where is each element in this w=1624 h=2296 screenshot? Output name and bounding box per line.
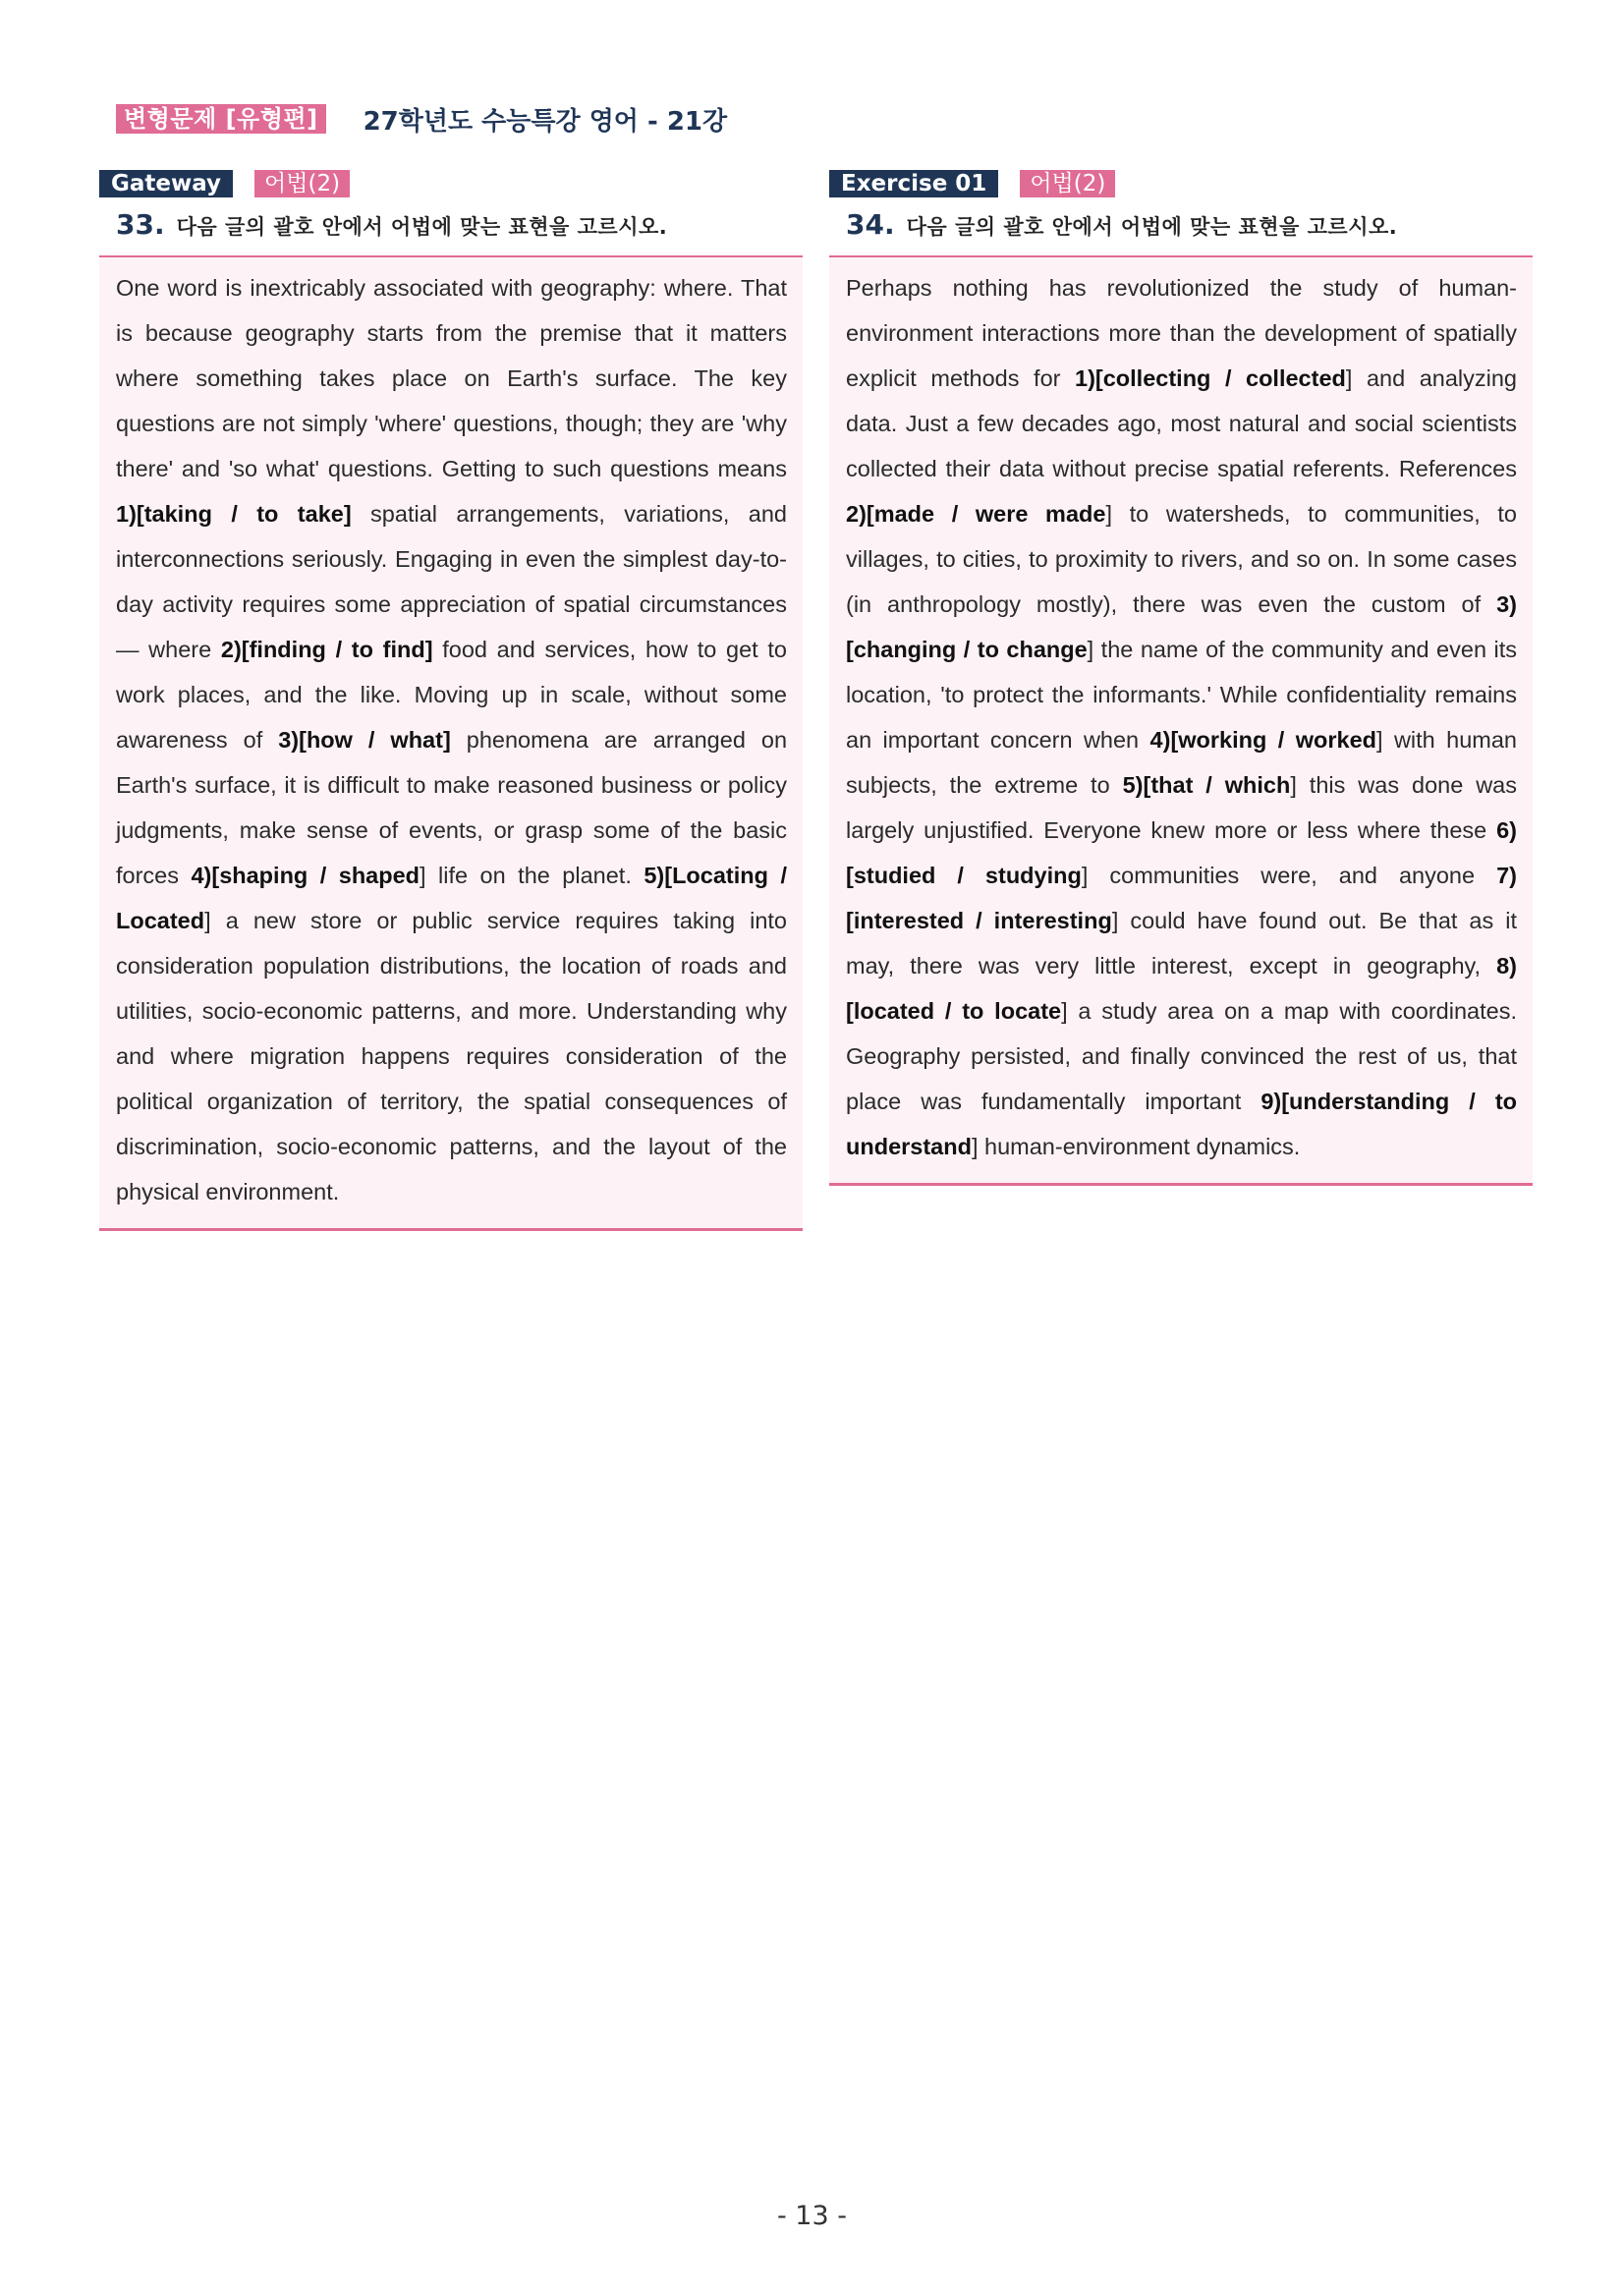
tag-row (829, 169, 1533, 198)
exercise-column (829, 169, 1533, 1186)
exercise-tag: Exercise 01 (829, 170, 998, 197)
passage-text: spatial arrangements, variations, and interconnections seriously. Engaging in even the simplest day-to-day activity requires some appreciation of spatial circumstances — where (116, 501, 787, 662)
choice-bracket: 1)[taking / to take] (116, 501, 352, 527)
question-line (99, 208, 803, 248)
question-number: 34. (846, 208, 895, 241)
gateway-column (99, 169, 803, 1231)
choice-bracket: 5)[Locating / Located (116, 863, 787, 933)
passage-text: ] and analyzing data. Just a few decades ago, most natural and social scientists collected their data without precise spatial referents. References (846, 365, 1517, 481)
type-badge: 변형문제 [유형편] (116, 104, 326, 134)
choice-bracket: 9)[understanding / to understand (846, 1089, 1517, 1159)
passage-text: One word is inextricably associated with geography: where. That is because geography starts from the premise that it matters where something takes place on Earth's surface. The key questions are not simply 'where' questions, though; they are 'why there' and 'so what' questions. Getting to such questions means (116, 275, 787, 481)
gateway-tag: Gateway (99, 170, 233, 197)
choice-bracket: 2)[finding / to find] (220, 637, 433, 662)
choice-bracket: 5)[that / which (1122, 772, 1291, 798)
category-tag: 어법(2) (1020, 170, 1115, 197)
choice-bracket: 3)[how / what] (278, 727, 451, 753)
passage-text: ] communities were, and anyone (1081, 863, 1497, 888)
choice-bracket: 1)[collecting / collected (1075, 365, 1346, 391)
passage-text: Perhaps nothing has revolutionized the study of human-environment interactions more than the development of spatially explicit methods for (846, 275, 1517, 391)
passage-text: food and services, how to get to work places, and the like. Moving up in scale, without some awareness of (116, 637, 787, 753)
passage-text: ] human-environment dynamics. (971, 1134, 1301, 1159)
choice-bracket: 7)[interested / interesting (846, 863, 1517, 933)
passage-text: ] to watersheds, to communities, to villages, to cities, to proximity to rivers, and so on. In some cases (in anthropology mostly), there was even the custom of (846, 501, 1517, 617)
passage-text: ] life on the planet. (420, 863, 644, 888)
passage-text: ] a study area on a map with coordinates. Geography persisted, and finally convinced the rest of us, that place was fundamentally important (846, 998, 1517, 1114)
question-number: 33. (116, 208, 165, 241)
passage-box (829, 255, 1533, 1186)
question-line (829, 208, 1533, 248)
page-number: - 13 - (776, 2201, 847, 2231)
passage-text: ] this was done was largely unjustified. Everyone knew more or less where these (846, 772, 1518, 843)
tag-row (99, 169, 803, 198)
choice-bracket: 2)[made / were made (846, 501, 1106, 527)
choice-bracket: 3)[changing / to change (846, 591, 1517, 662)
passage-text: ] a new store or public service requires taking into consideration population distributions, the location of roads and utilities, socio-economic patterns, and more. Understanding why and where migration happens requires consideration of the political organization of territory, the spatial consequences of discrimination, socio-economic patterns, and the layout of the physical environment. (116, 908, 787, 1204)
choice-bracket: 8)[located / to locate (846, 953, 1517, 1024)
passage-box (99, 255, 803, 1231)
header-title: 27학년도 수능특강 영어 - 21강 (363, 106, 728, 137)
category-tag: 어법(2) (254, 170, 350, 197)
choice-bracket: 4)[shaping / shaped (191, 863, 420, 888)
passage-text: phenomena are arranged on Earth's surface, it is difficult to make reasoned business or policy judgments, make sense of events, or grasp some of the basic forces (116, 727, 788, 888)
passage-text: ] could have found out. Be that as it may, there was very little interest, except in geography, (846, 908, 1518, 979)
question-instruction: 다음 글의 괄호 안에서 어법에 맞는 표현을 고르시오. (906, 215, 1398, 239)
page-header (116, 102, 727, 136)
choice-bracket: 4)[working / worked (1149, 727, 1376, 753)
choice-bracket: 6)[studied / studying (846, 817, 1517, 888)
passage-text: ] the name of the community and even its location, 'to protect the informants.' While confidentiality remains an important concern when (846, 637, 1517, 753)
passage-text: ] with human subjects, the extreme to (846, 727, 1518, 798)
question-instruction: 다음 글의 괄호 안에서 어법에 맞는 표현을 고르시오. (176, 215, 668, 239)
